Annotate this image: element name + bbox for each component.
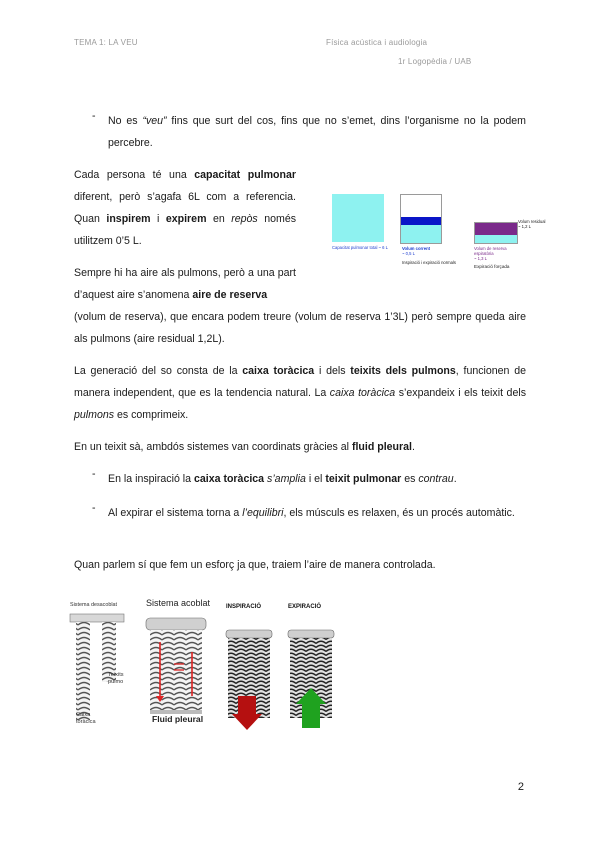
tidal-volume-band	[401, 217, 441, 225]
paragraph-capacity: Cada persona té una capacitat pulmonar diferent, però s’agafa 6L com a referencia. Quan inspirem i expirem en repòs només utilitzem 0’5 L.	[74, 169, 297, 247]
header-center: Física acústica i audiologia	[326, 38, 428, 47]
paragraph-speech-effort: Quan parlem sí que fem un esforç ja que, traiem l’aire de manera controlada.	[74, 559, 436, 571]
paragraph-sound-generation: La generació del so consta de la caixa toràcica i dels teixits dels pulmons, funcionen de manera independent, que es la tendencia natural. La caixa toràcica s’expandeix i els teixit dels pulmons es comprimeix.	[74, 365, 527, 421]
bullet-1: No es “veu” fins que surt del cos, fins que no s’emet, dins l’organisme no la podem percebre.	[108, 115, 526, 149]
paragraph-reserve-a: Sempre hi ha aire als pulmons, però a una part d’aquest aire s’anomena aire de reserva	[74, 267, 296, 301]
reserve-volume-fill	[475, 235, 517, 243]
bullet-marker: -	[92, 110, 96, 122]
tidal-volume-caption: Volum corrent ~ 0,5 L	[402, 246, 431, 256]
inspiration-drawing	[226, 630, 272, 730]
reserve-volume-band	[475, 223, 517, 235]
paragraph-reserve-b: (volum de reserva), que encara podem treure (volum de reserva 1’3L) però sempre queda aire als pulmons (aire residual 1,2L).	[74, 311, 526, 345]
label-expiration: EXPIRACIÓ	[288, 604, 322, 610]
bullet-marker: -	[92, 468, 96, 480]
reserve-volume-caption: Volum de reserva espiratòria ~ 1,3 L	[474, 246, 507, 261]
bullet-inspiration: En la inspiració la caixa toràcica s’amplia i el teixit pulmonar es contrau.	[108, 473, 457, 485]
residual-volume-caption: Volum residual ~ 1,2 L	[518, 219, 546, 229]
label-rib-cage: Caixa toràcica	[76, 712, 96, 725]
reserve-volume-box	[474, 222, 518, 244]
bullet-expiration: Al expirar el sistema torna a l’equilibri, els músculs es relaxen, és un procés automàtic.	[108, 507, 515, 519]
tidal-volume-note: Inspiració i expiració normals	[402, 260, 456, 265]
forced-expiration-caption: Expiració forçada	[474, 264, 510, 269]
decoupled-system-drawing	[70, 614, 124, 720]
expiration-drawing	[288, 630, 334, 728]
label-coupled-system: Sistema acoblat	[146, 598, 211, 608]
page-number: 2	[517, 781, 524, 793]
header-left: TEMA 1: LA VEU	[74, 38, 138, 47]
label-decoupled-system: Sistema desacoblat	[70, 602, 118, 608]
lung-volume-figure	[326, 190, 546, 280]
coupled-system-drawing	[146, 618, 206, 714]
tidal-volume-fill	[401, 225, 441, 243]
tidal-volume-box	[400, 194, 442, 244]
label-pleural-fluid: Fluid pleural	[152, 714, 204, 724]
header-right: 1r Logopèdia / UAB	[398, 57, 472, 66]
paragraph-pleural-fluid: En un teixit sà, ambdós sistemes van coordinats gràcies al fluid pleural.	[74, 441, 415, 453]
total-capacity-box	[332, 194, 384, 242]
spring-diagram-svg	[66, 596, 346, 736]
total-capacity-caption: Capacitat pulmonar total ~ 6 L	[332, 245, 388, 250]
spring-system-figure	[66, 596, 346, 736]
label-inspiration: INSPIRACIÓ	[226, 604, 262, 610]
label-lung-tissue: Teixits pulmo	[108, 672, 124, 685]
bullet-marker: -	[92, 502, 96, 514]
